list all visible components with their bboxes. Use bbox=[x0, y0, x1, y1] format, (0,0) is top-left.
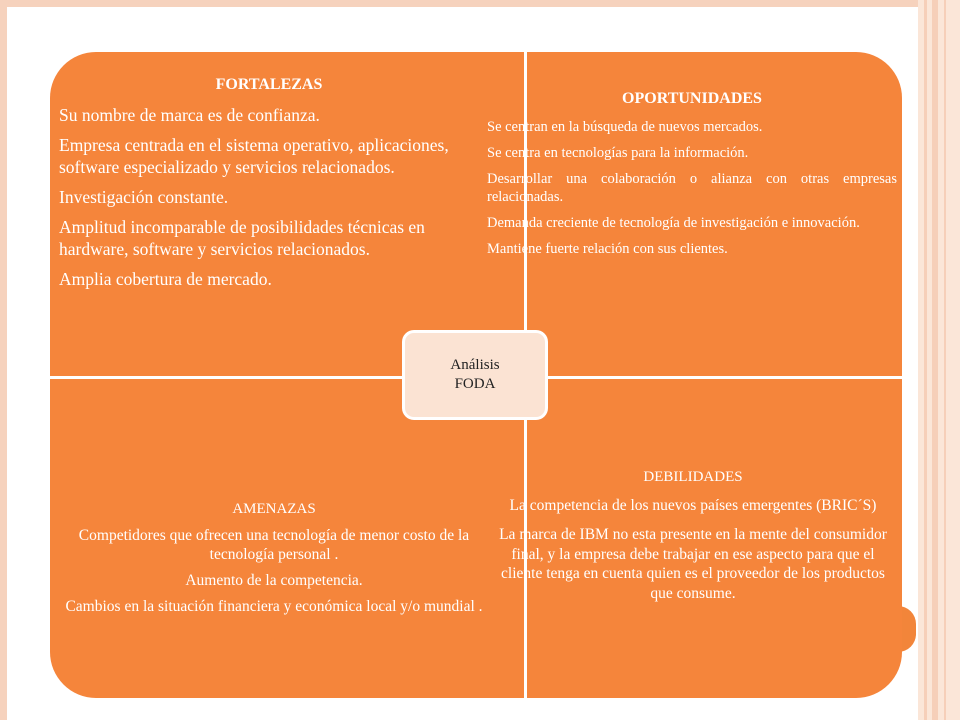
list-item: Demanda creciente de tecnología de investigación e innovación. bbox=[487, 215, 860, 231]
quadrant-fortalezas bbox=[59, 74, 459, 298]
center-label-line: Análisis bbox=[450, 357, 500, 373]
quadrant-title: OPORTUNIDADES bbox=[622, 90, 762, 107]
slide-right-stripe bbox=[944, 0, 946, 720]
list-item: Desarrollar una colaboración o alianza con otras empresas relacionadas. bbox=[487, 171, 897, 205]
list-item: Amplitud incomparable de posibilidades técnicas en hardware, software y servicios relacionados. bbox=[59, 217, 425, 259]
list-item: Se centra en tecnologías para la información. bbox=[487, 145, 749, 161]
list-item: La marca de IBM no esta presente en la mente del consumidor final, y la empresa debe trabajar en ese aspecto para que el cliente tenga en cuenta quien es el proveedor de los productos que consume. bbox=[499, 526, 887, 602]
slide-right-stripe bbox=[932, 0, 938, 720]
list-item: Amplia cobertura de mercado. bbox=[59, 269, 272, 289]
list-item: Se centran en la búsqueda de nuevos mercados. bbox=[487, 119, 763, 135]
quadrant-title: DEBILIDADES bbox=[643, 469, 743, 485]
quadrant-title: FORTALEZAS bbox=[215, 76, 323, 93]
list-item: Su nombre de marca es de confianza. bbox=[59, 105, 320, 125]
list-item: La competencia de los nuevos países emergentes (BRIC´S) bbox=[509, 496, 877, 514]
list-item: Investigación constante. bbox=[59, 187, 229, 207]
slide-right-stripe bbox=[924, 0, 927, 720]
quadrant-debilidades bbox=[490, 468, 896, 613]
list-item: Competidores que ofrecen una tecnología de menor costo de la tecnología personal . bbox=[78, 527, 470, 563]
quadrant-title: AMENAZAS bbox=[232, 501, 316, 517]
list-item: Aumento de la competencia. bbox=[185, 572, 363, 589]
center-label-box bbox=[402, 330, 548, 420]
quadrant-oportunidades bbox=[487, 90, 897, 266]
slide-top-border bbox=[0, 0, 932, 7]
quadrant-amenazas bbox=[64, 500, 484, 623]
list-item: Mantiene fuerte relación con sus clientes. bbox=[487, 241, 728, 257]
list-item: Empresa centrada en el sistema operativo, aplicaciones, software especializado y servicios relacionados. bbox=[59, 135, 449, 177]
list-item: Cambios en la situación financiera y económica local y/o mundial . bbox=[65, 598, 483, 615]
slide-left-border bbox=[0, 0, 7, 720]
center-label-line: FODA bbox=[454, 376, 496, 392]
